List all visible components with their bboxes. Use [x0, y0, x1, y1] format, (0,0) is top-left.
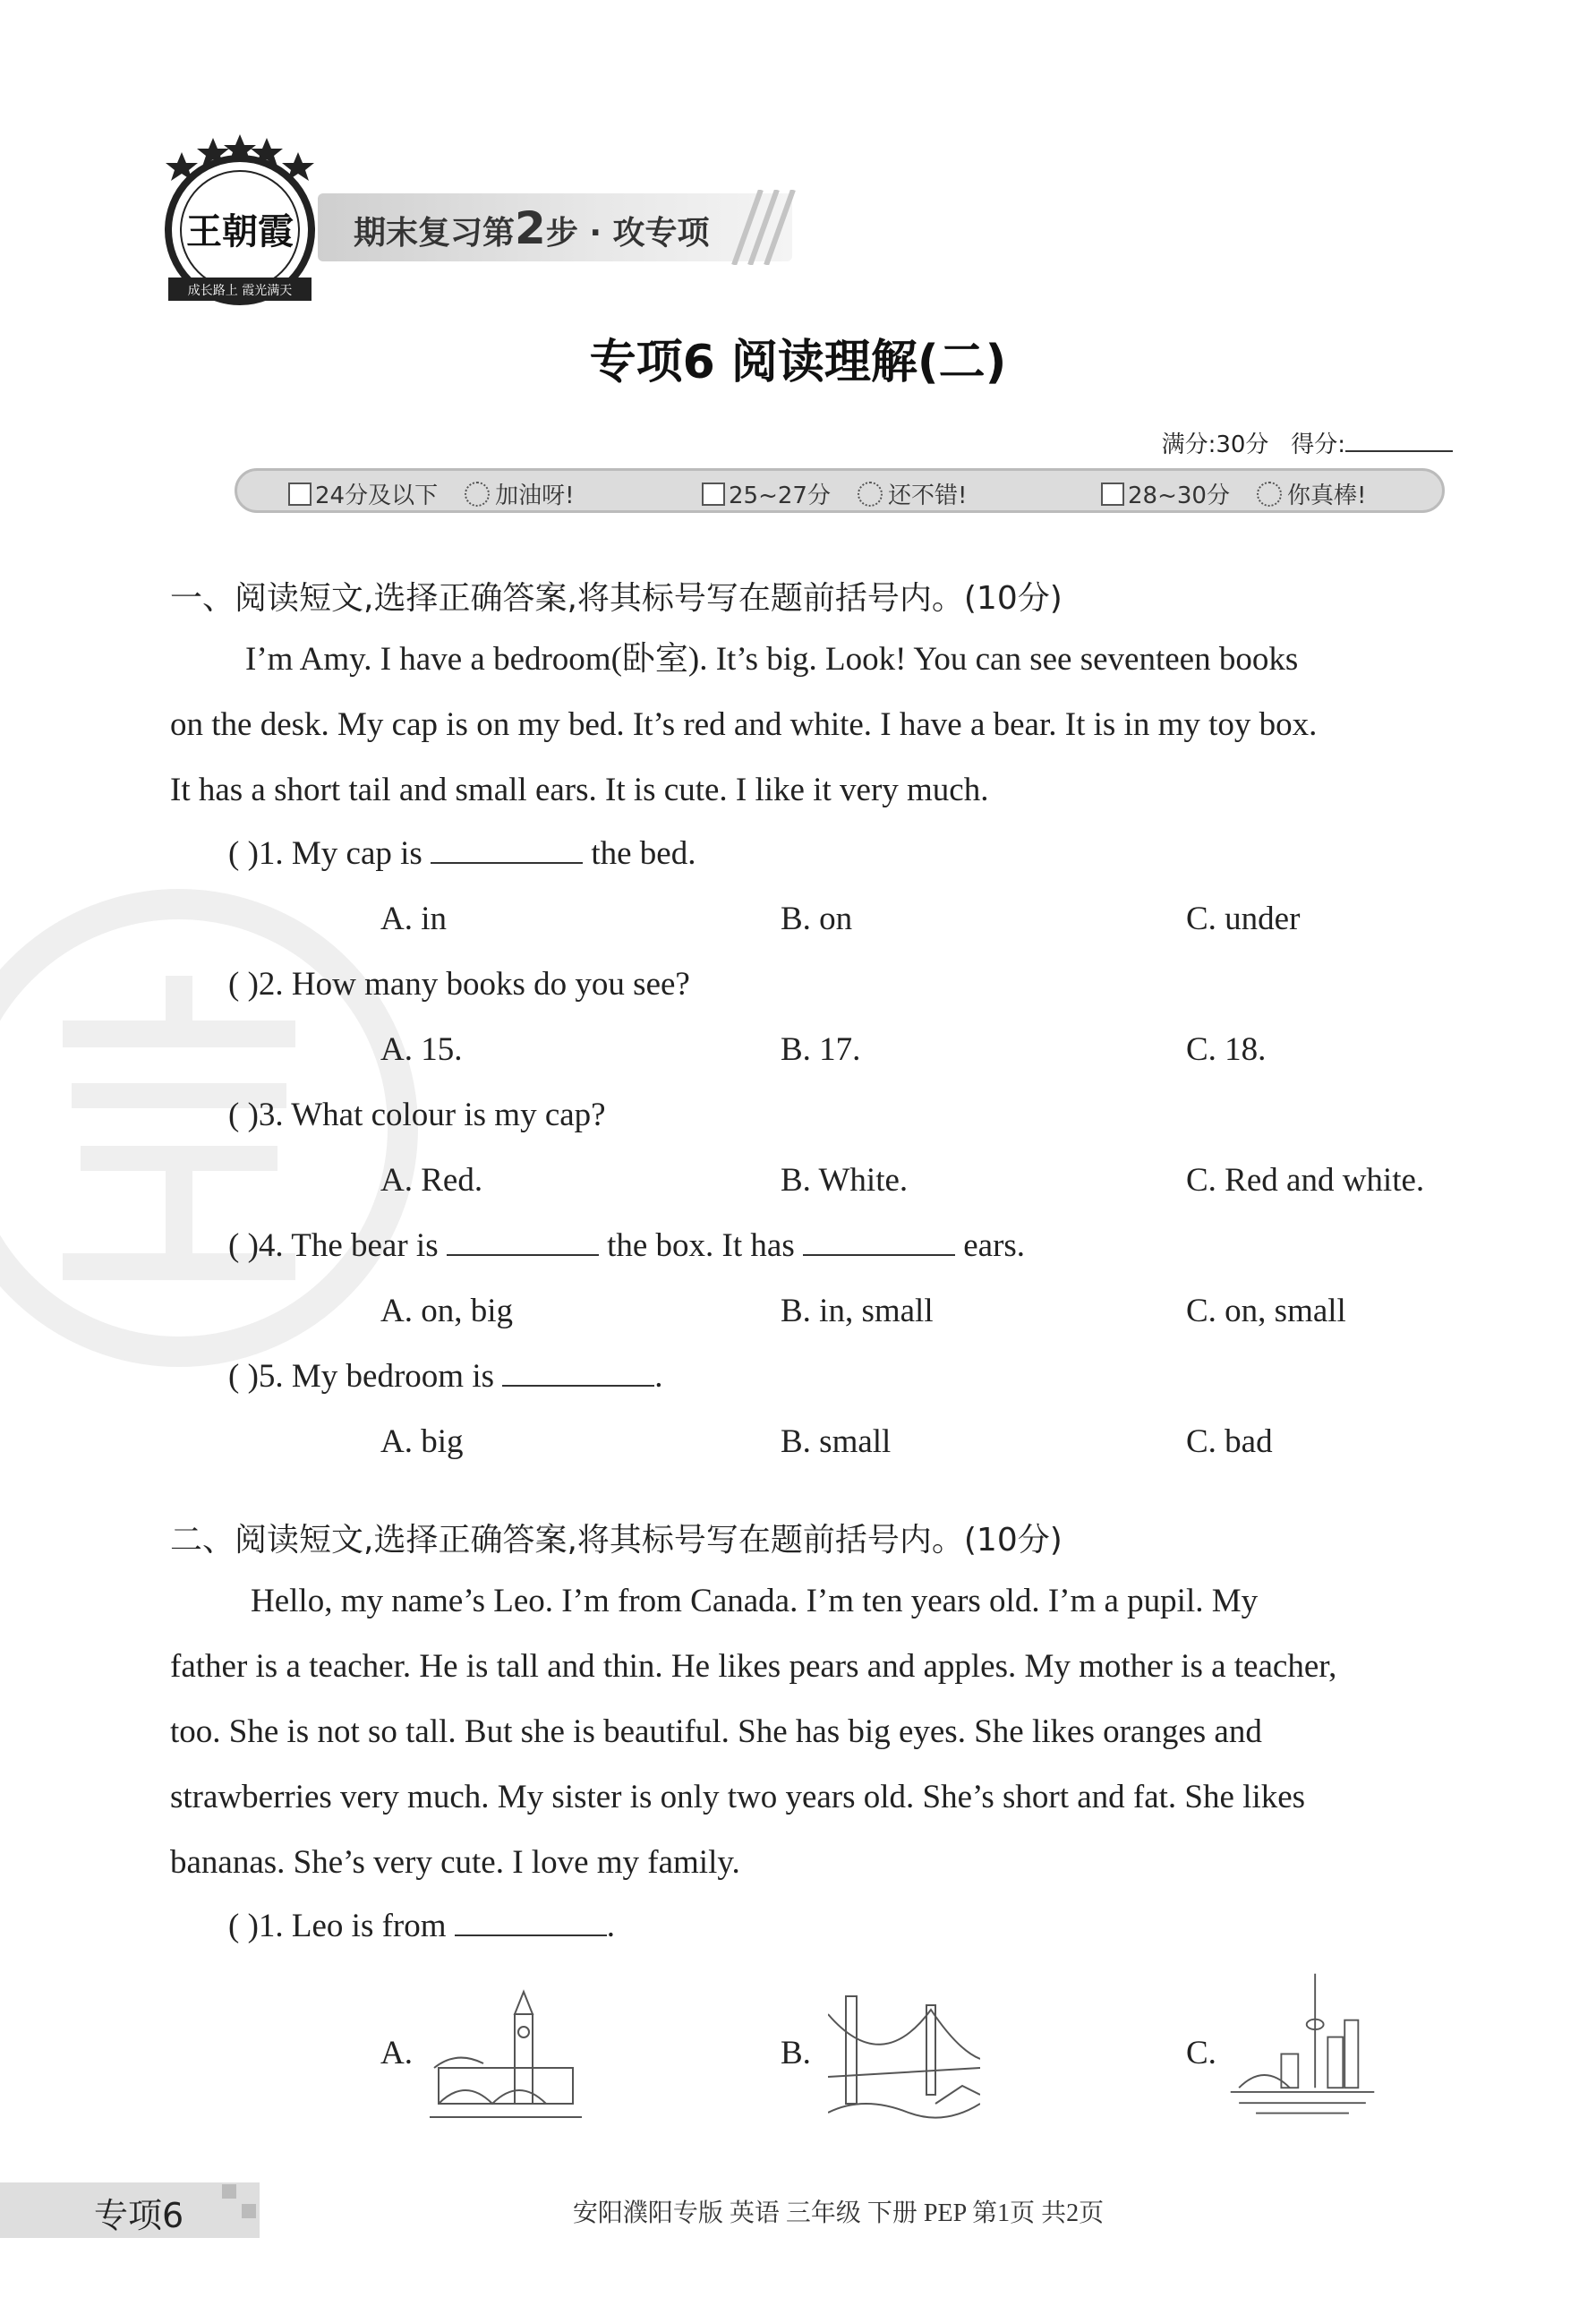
footer-info: 安阳濮阳专版 英语 三年级 下册 PEP 第1页 共2页: [572, 2199, 1105, 2227]
option-c: C. bad: [1186, 1423, 1273, 1460]
passage-line: I’m Amy. I have a bedroom(卧室). It’s big. Look! You can see seventeen books: [245, 641, 1299, 678]
option-b: B. in, small: [781, 1293, 934, 1329]
section1-heading: 一、阅读短文,选择正确答案,将其标号写在题前括号内。(10分): [170, 580, 1063, 617]
section2-heading: 二、阅读短文,选择正确答案,将其标号写在题前括号内。(10分): [170, 1522, 1063, 1559]
question-4: ( )4. The bear is the box. It has ears.: [228, 1227, 1026, 1264]
passage-line: Hello, my name’s Leo. I’m from Canada. I’m ten years old. I’m a pupil. My: [251, 1583, 1259, 1619]
option-a: A. on, big: [380, 1293, 513, 1329]
footer-tab-label: 专项6: [94, 2196, 184, 2235]
question-2-1: ( )1. Leo is from .: [228, 1908, 616, 1944]
option-b: B. White.: [781, 1162, 909, 1199]
pic-label-c: C.: [1186, 2035, 1216, 2071]
smile-icon: [1257, 482, 1282, 507]
step-banner-text: 期末复习第2步 · 攻专项: [354, 202, 710, 254]
london-landmark-icon: [430, 1978, 582, 2131]
pic-label-a: A.: [380, 2035, 413, 2071]
pic-label-b: B.: [781, 2035, 811, 2071]
option-c: C. under: [1186, 901, 1301, 937]
option-a: A. Red.: [380, 1162, 483, 1199]
level-item: 25~27分 还不错!: [702, 477, 967, 510]
checkbox-icon: [1101, 483, 1124, 506]
option-c: C. Red and white.: [1186, 1162, 1425, 1199]
option-a: A. in: [380, 901, 447, 937]
question-3: ( )3. What colour is my cap?: [228, 1097, 606, 1133]
section2-passage: [170, 1568, 1513, 1895]
section1-passage: [170, 627, 1513, 823]
option-a: A. big: [380, 1423, 464, 1460]
level-item: 28~30分 你真棒!: [1101, 477, 1366, 510]
answer-blank[interactable]: [803, 1254, 955, 1256]
answer-blank[interactable]: [502, 1385, 654, 1387]
passage-line: bananas. She’s very cute. I love my family.: [170, 1844, 740, 1881]
passage-line: strawberries very much. My sister is only two years old. She’s short and fat. She likes: [170, 1779, 1306, 1815]
option-a: A. 15.: [380, 1031, 463, 1068]
answer-blank[interactable]: [431, 862, 583, 864]
cn-tower-skyline-icon: [1226, 1969, 1378, 2122]
golden-gate-bridge-icon: [828, 1978, 980, 2131]
option-b: B. small: [781, 1423, 892, 1460]
checkbox-icon: [702, 483, 725, 506]
score-line: 满分:30分 得分:: [1162, 426, 1453, 459]
brand-logo-icon: [150, 127, 329, 315]
svg-text:成长路上 霞光满天: 成长路上 霞光满天: [187, 284, 293, 298]
question-5: ( )5. My bedroom is .: [228, 1358, 663, 1395]
question-1: ( )1. My cap is the bed.: [228, 835, 696, 872]
page-title: 专项6 阅读理解(二): [589, 336, 1007, 389]
answer-blank[interactable]: [455, 1934, 607, 1936]
smile-icon: [465, 482, 490, 507]
option-b: B. on: [781, 901, 853, 937]
question-2: ( )2. How many books do you see?: [228, 966, 690, 1003]
passage-line: on the desk. My cap is on my bed. It’s red and white. I have a bear. It is in my toy box.: [170, 706, 1318, 743]
option-c: C. 18.: [1186, 1031, 1267, 1068]
option-b: B. 17.: [781, 1031, 861, 1068]
brand-logo-text: 王朝霞: [186, 210, 294, 252]
passage-line: father is a teacher. He is tall and thin. He likes pears and apples. My mother is a teacher,: [170, 1648, 1337, 1685]
banner-stripes-icon: [716, 190, 806, 265]
level-item: 24分及以下 加油呀!: [288, 477, 575, 510]
answer-blank[interactable]: [447, 1254, 599, 1256]
option-c: C. on, small: [1186, 1293, 1346, 1329]
passage-line: It has a short tail and small ears. It is cute. I like it very much.: [170, 772, 989, 808]
smile-icon: [858, 482, 883, 507]
passage-line: too. She is not so tall. But she is beautiful. She has big eyes. She likes oranges and: [170, 1713, 1262, 1750]
checkbox-icon: [288, 483, 312, 506]
